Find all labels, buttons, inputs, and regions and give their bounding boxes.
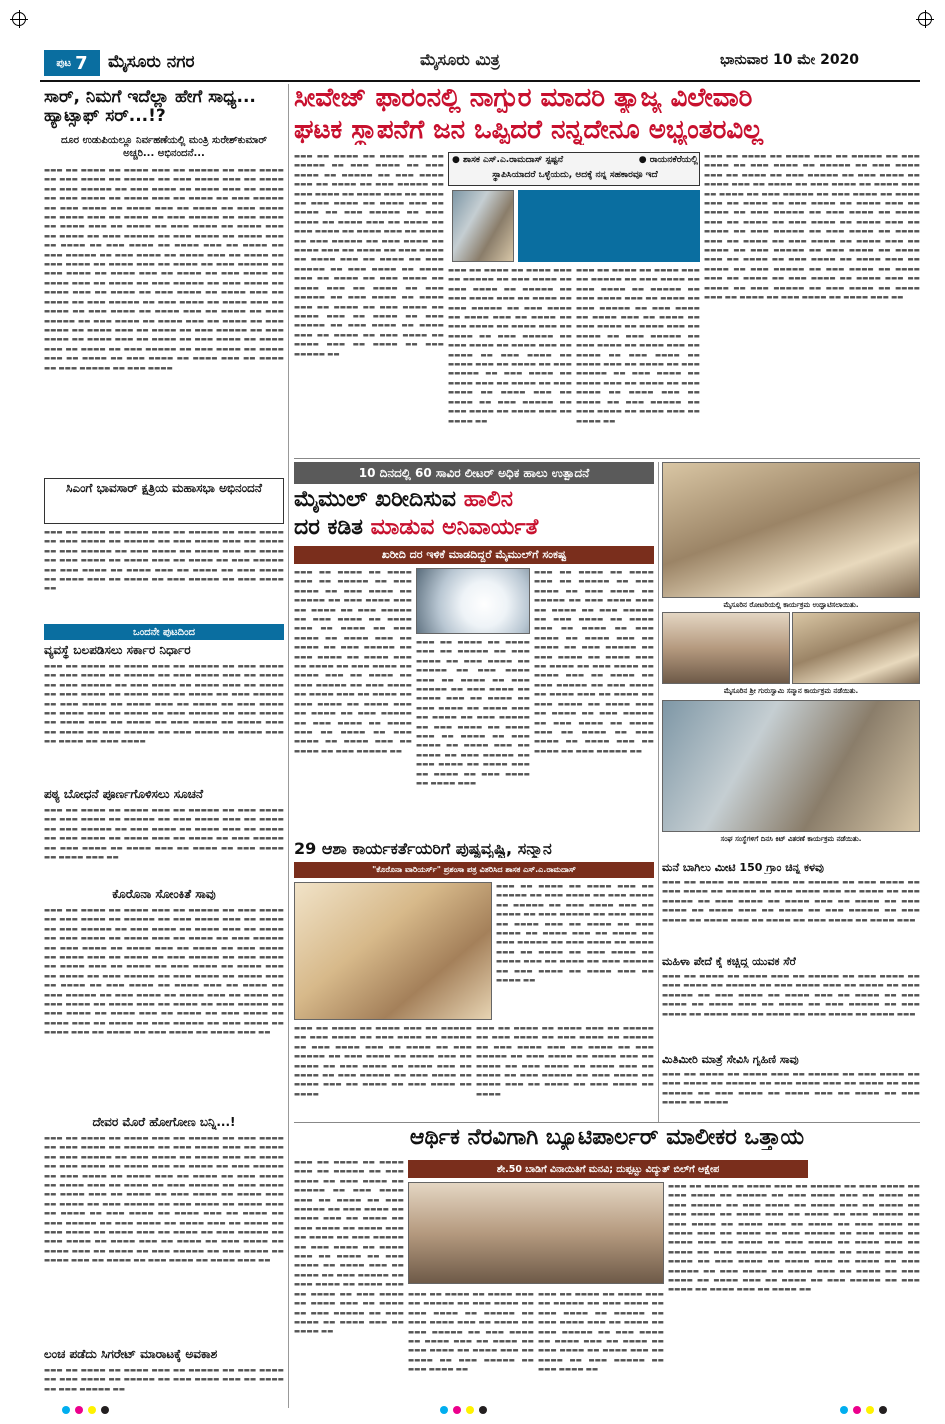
- left-lead-headline: ಸಾರ್, ನಿಮಗೆ ಇದೆಲ್ಲಾ ಹೇಗೆ ಸಾಧ್ಯ... ಹ್ಯಾಟ್ಸಾಫ್ ಸರ್...!?: [44, 87, 256, 126]
- sewage-story-body-col4: ▬▬▬ ▬▬ ▬▬▬▬ ▬▬ ▬▬▬▬ ▬▬▬ ▬▬ ▬▬▬▬▬ ▬▬ ▬▬▬ ▬▬▬▬ ▬▬ ▬▬▬ ▬▬▬▬ ▬▬ ▬▬▬▬▬ ▬▬ ▬▬▬ ▬▬▬▬ ▬▬▬ ▬▬ ▬▬▬▬ ▬▬ ▬▬▬ ▬▬▬▬▬ ▬▬ ▬▬▬ ▬▬▬▬ ▬▬ ▬▬▬▬ ▬▬▬ ▬▬ ▬▬▬▬ ▬▬ ▬▬▬ ▬▬▬▬ ▬▬ ▬▬▬▬ ▬▬▬ ▬▬ ▬▬▬▬ ▬▬ ▬▬▬ ▬▬▬▬▬ ▬▬ ▬▬▬ ▬▬▬▬ ▬▬ ▬▬▬▬ ▬▬▬ ▬▬ ▬▬▬▬ ▬▬ ▬▬▬ ▬▬▬▬ ▬▬ ▬▬▬▬ ▬▬▬ ▬▬ ▬▬▬▬ ▬▬ ▬▬▬ ▬▬▬▬▬ ▬▬ ▬▬▬ ▬▬▬▬ ▬▬ ▬▬▬▬ ▬▬▬ ▬▬ ▬▬▬▬ ▬▬ ▬▬▬ ▬▬▬▬ ▬▬ ▬▬▬▬ ▬▬▬ ▬▬ ▬▬▬▬ ▬▬ ▬▬▬ ▬▬▬▬▬ ▬▬ ▬▬▬ ▬▬▬▬ ▬▬ ▬▬▬▬ ▬▬▬ ▬▬ ▬▬▬▬ ▬▬ ▬▬▬ ▬▬▬▬ ▬▬ ▬▬▬▬ ▬▬▬ ▬▬ ▬▬▬▬ ▬▬ ▬▬▬ ▬▬▬▬▬ ▬▬ ▬▬▬ ▬▬▬▬ ▬▬ ▬▬▬▬ ▬▬▬ ▬▬ ▬▬▬▬ ▬▬ ▬▬▬ ▬▬▬▬ ▬▬ ▬▬▬▬ ▬▬▬ ▬▬ ▬▬▬▬ ▬▬ ▬▬▬ ▬▬▬▬▬ ▬▬ ▬▬▬ ▬▬▬▬ ▬▬ ▬▬▬▬ ▬▬▬ ▬▬ ▬▬▬▬ ▬▬ ▬▬▬ ▬▬▬▬ ▬▬ ▬▬▬▬ ▬▬▬ ▬▬ ▬▬▬▬ ▬▬ ▬▬▬ ▬▬▬▬▬ ▬▬ ▬▬▬ ▬▬▬▬ ▬▬ ▬▬▬▬ ▬▬▬ ▬▬ ▬▬▬▬ ▬▬ ▬▬▬ ▬▬▬▬ ▬▬ ▬▬▬▬ ▬▬▬ ▬▬: [704, 152, 920, 302]
- issue-date: ಭಾನುವಾರ 10 ಮೇ 2020: [720, 52, 860, 68]
- color-dots-right: [840, 1406, 887, 1414]
- asha-headline: 29 ಆಶಾ ಕಾರ್ಯಕರ್ತೆಯರಿಗೆ ಪುಷ್ಪವೃಷ್ಟಿ, ಸನ್ಮಾನ: [294, 840, 552, 858]
- registration-mark-icon: [12, 12, 26, 26]
- color-dots-center: [440, 1406, 487, 1414]
- bottom-body-col-right: ▬▬▬ ▬▬ ▬▬▬▬ ▬▬ ▬▬▬▬ ▬▬▬ ▬▬ ▬▬▬▬▬ ▬▬ ▬▬▬ ▬▬▬▬ ▬▬ ▬▬▬ ▬▬▬▬ ▬▬ ▬▬▬▬▬ ▬▬ ▬▬▬ ▬▬▬▬ ▬▬▬ ▬▬ ▬▬▬▬ ▬▬ ▬▬▬ ▬▬▬▬▬ ▬▬ ▬▬▬ ▬▬▬▬ ▬▬ ▬▬▬▬ ▬▬▬ ▬▬ ▬▬▬▬ ▬▬ ▬▬▬ ▬▬▬▬ ▬▬ ▬▬▬▬ ▬▬▬ ▬▬ ▬▬▬▬ ▬▬ ▬▬▬ ▬▬▬▬▬ ▬▬ ▬▬▬ ▬▬▬▬ ▬▬ ▬▬▬▬ ▬▬▬ ▬▬ ▬▬▬▬ ▬▬ ▬▬▬ ▬▬▬▬ ▬▬ ▬▬▬▬ ▬▬▬ ▬▬ ▬▬▬▬ ▬▬ ▬▬▬ ▬▬▬▬▬ ▬▬ ▬▬▬ ▬▬▬▬ ▬▬ ▬▬▬▬ ▬▬▬ ▬▬ ▬▬▬▬ ▬▬ ▬▬▬ ▬▬▬▬ ▬▬ ▬▬▬▬ ▬▬▬ ▬▬ ▬▬▬▬ ▬▬ ▬▬▬ ▬▬▬▬▬ ▬▬ ▬▬▬ ▬▬▬▬ ▬▬ ▬▬▬▬ ▬▬▬ ▬▬ ▬▬▬▬ ▬▬ ▬▬▬ ▬▬▬▬ ▬▬ ▬▬▬▬ ▬▬▬ ▬▬ ▬▬▬▬ ▬▬ ▬▬▬ ▬▬▬▬▬ ▬▬ ▬▬▬ ▬▬▬▬ ▬▬ ▬▬▬▬ ▬▬▬ ▬▬ ▬▬▬▬ ▬▬ ▬▬▬ ▬▬▬▬ ▬▬ ▬▬▬▬ ▬▬▬ ▬▬ ▬▬▬▬ ▬▬ ▬▬▬ ▬▬▬▬▬ ▬▬ ▬▬▬ ▬▬▬▬ ▬▬ ▬▬▬▬ ▬▬▬ ▬▬ ▬▬▬▬ ▬▬: [668, 1182, 920, 1294]
- right-story2-body: ▬▬▬ ▬▬ ▬▬▬▬ ▬▬ ▬▬▬▬ ▬▬▬ ▬▬ ▬▬▬▬▬ ▬▬ ▬▬▬ ▬▬▬▬ ▬▬ ▬▬▬ ▬▬▬▬ ▬▬ ▬▬▬▬▬ ▬▬ ▬▬▬ ▬▬▬▬ ▬▬▬ ▬▬ ▬▬▬▬ ▬▬ ▬▬▬ ▬▬▬▬▬ ▬▬ ▬▬▬ ▬▬▬▬ ▬▬ ▬▬▬▬ ▬▬▬ ▬▬ ▬▬▬▬ ▬▬ ▬▬▬ ▬▬▬▬ ▬▬ ▬▬▬▬ ▬▬▬ ▬▬ ▬▬▬▬ ▬▬ ▬▬▬ ▬▬▬▬▬ ▬▬ ▬▬▬ ▬▬▬▬ ▬▬ ▬▬▬▬ ▬▬▬ ▬▬ ▬▬▬▬ ▬▬ ▬▬▬ ▬▬▬▬ ▬▬ ▬▬▬▬ ▬▬▬: [662, 972, 920, 1018]
- sewage-story-body-col1: ▬▬▬ ▬▬ ▬▬▬▬ ▬▬ ▬▬▬▬ ▬▬▬ ▬▬ ▬▬▬▬▬ ▬▬ ▬▬▬ ▬▬▬▬ ▬▬ ▬▬▬ ▬▬▬▬ ▬▬ ▬▬▬▬▬ ▬▬ ▬▬▬ ▬▬▬▬ ▬▬▬ ▬▬ ▬▬▬▬ ▬▬ ▬▬▬ ▬▬▬▬▬ ▬▬ ▬▬▬ ▬▬▬▬ ▬▬ ▬▬▬▬ ▬▬▬ ▬▬ ▬▬▬▬ ▬▬ ▬▬▬ ▬▬▬▬ ▬▬ ▬▬▬▬ ▬▬▬ ▬▬ ▬▬▬▬ ▬▬ ▬▬▬ ▬▬▬▬▬ ▬▬ ▬▬▬ ▬▬▬▬ ▬▬ ▬▬▬▬ ▬▬▬ ▬▬ ▬▬▬▬ ▬▬ ▬▬▬ ▬▬▬▬ ▬▬ ▬▬▬▬ ▬▬▬ ▬▬ ▬▬▬▬ ▬▬ ▬▬▬ ▬▬▬▬▬ ▬▬ ▬▬▬ ▬▬▬▬ ▬▬ ▬▬▬▬ ▬▬▬ ▬▬ ▬▬▬▬ ▬▬ ▬▬▬ ▬▬▬▬ ▬▬ ▬▬▬▬ ▬▬▬ ▬▬ ▬▬▬▬ ▬▬ ▬▬▬ ▬▬▬▬▬ ▬▬ ▬▬▬ ▬▬▬▬ ▬▬ ▬▬▬▬ ▬▬▬ ▬▬ ▬▬▬▬ ▬▬ ▬▬▬ ▬▬▬▬ ▬▬ ▬▬▬▬ ▬▬▬ ▬▬ ▬▬▬▬ ▬▬ ▬▬▬ ▬▬▬▬▬ ▬▬ ▬▬▬ ▬▬▬▬ ▬▬ ▬▬▬▬ ▬▬▬ ▬▬ ▬▬▬▬ ▬▬ ▬▬▬ ▬▬▬▬ ▬▬ ▬▬▬▬ ▬▬▬ ▬▬ ▬▬▬▬ ▬▬ ▬▬▬ ▬▬▬▬▬ ▬▬ ▬▬▬ ▬▬▬▬ ▬▬ ▬▬▬▬ ▬▬▬ ▬▬ ▬▬▬▬ ▬▬ ▬▬▬ ▬▬▬▬ ▬▬ ▬▬▬▬ ▬▬▬ ▬▬ ▬▬▬▬ ▬▬ ▬▬▬ ▬▬▬▬▬ ▬▬: [294, 152, 444, 358]
- milk-headline-part2: ಹಾಲಿನ: [463, 487, 513, 512]
- page-number: 7: [75, 52, 88, 74]
- banner-divider: [294, 458, 920, 459]
- right-story3-body: ▬▬▬ ▬▬ ▬▬▬▬ ▬▬ ▬▬▬▬ ▬▬▬ ▬▬ ▬▬▬▬▬ ▬▬ ▬▬▬ ▬▬▬▬ ▬▬ ▬▬▬ ▬▬▬▬ ▬▬ ▬▬▬▬▬ ▬▬ ▬▬▬ ▬▬▬▬ ▬▬▬ ▬▬ ▬▬▬▬ ▬▬ ▬▬▬ ▬▬▬▬▬ ▬▬ ▬▬▬ ▬▬▬▬ ▬▬ ▬▬▬▬ ▬▬▬ ▬▬ ▬▬▬▬ ▬▬ ▬▬▬ ▬▬▬▬ ▬▬ ▬▬▬▬: [662, 1070, 920, 1107]
- color-dot-icon: [479, 1406, 487, 1414]
- column-divider: [288, 84, 289, 1408]
- milk-headline-line1: [294, 488, 654, 512]
- right-photo-3: [662, 700, 920, 832]
- left-story3-body: ▬▬▬ ▬▬ ▬▬▬▬ ▬▬ ▬▬▬▬ ▬▬▬ ▬▬ ▬▬▬▬▬ ▬▬ ▬▬▬ ▬▬▬▬ ▬▬ ▬▬▬ ▬▬▬▬ ▬▬ ▬▬▬▬▬ ▬▬ ▬▬▬ ▬▬▬▬ ▬▬▬ ▬▬ ▬▬▬▬ ▬▬ ▬▬▬ ▬▬▬▬▬ ▬▬ ▬▬▬ ▬▬▬▬ ▬▬ ▬▬▬▬ ▬▬▬ ▬▬ ▬▬▬▬ ▬▬ ▬▬▬ ▬▬▬▬ ▬▬ ▬▬▬▬ ▬▬▬ ▬▬ ▬▬▬▬ ▬▬ ▬▬▬ ▬▬▬▬▬ ▬▬ ▬▬▬ ▬▬▬▬ ▬▬ ▬▬▬▬ ▬▬▬ ▬▬ ▬▬▬▬ ▬▬ ▬▬▬ ▬▬▬▬ ▬▬ ▬▬▬▬ ▬▬▬ ▬▬: [44, 806, 284, 862]
- left-story3-headline: ಪಠ್ಯ ಬೋಧನೆ ಪೂರ್ಣಗೊಳಿಸಲು ಸೂಚನೆ: [44, 787, 204, 801]
- milk-pour-photo: [416, 568, 530, 634]
- sewage-story-body-col2: ▬▬▬ ▬▬ ▬▬▬▬ ▬▬ ▬▬▬▬ ▬▬▬ ▬▬ ▬▬▬▬▬ ▬▬ ▬▬▬ ▬▬▬▬ ▬▬ ▬▬▬ ▬▬▬▬ ▬▬ ▬▬▬▬▬ ▬▬ ▬▬▬ ▬▬▬▬ ▬▬▬ ▬▬ ▬▬▬▬ ▬▬ ▬▬▬ ▬▬▬▬▬ ▬▬ ▬▬▬ ▬▬▬▬ ▬▬ ▬▬▬▬ ▬▬▬ ▬▬ ▬▬▬▬ ▬▬ ▬▬▬ ▬▬▬▬ ▬▬ ▬▬▬▬ ▬▬▬ ▬▬ ▬▬▬▬ ▬▬ ▬▬▬ ▬▬▬▬▬ ▬▬ ▬▬▬ ▬▬▬▬ ▬▬ ▬▬▬▬ ▬▬▬ ▬▬ ▬▬▬▬ ▬▬ ▬▬▬ ▬▬▬▬ ▬▬ ▬▬▬▬ ▬▬▬ ▬▬ ▬▬▬▬ ▬▬ ▬▬▬ ▬▬▬▬▬ ▬▬ ▬▬▬ ▬▬▬▬ ▬▬ ▬▬▬▬ ▬▬▬ ▬▬ ▬▬▬▬ ▬▬ ▬▬▬ ▬▬▬▬ ▬▬ ▬▬▬▬ ▬▬▬ ▬▬ ▬▬▬▬ ▬▬ ▬▬▬ ▬▬▬▬▬ ▬▬ ▬▬▬ ▬▬▬▬ ▬▬ ▬▬▬▬ ▬▬▬ ▬▬ ▬▬▬▬ ▬▬: [448, 266, 572, 425]
- left-box-headline: ಸಿಎಂಗೆ ಭಾವಸಾರ್ ಕ್ಷತ್ರಿಯ ಮಹಾಸಭಾ ಅಭಿನಂದನೆ: [66, 481, 262, 495]
- bottom-body-col2: ▬▬▬ ▬▬ ▬▬▬▬ ▬▬ ▬▬▬▬ ▬▬▬ ▬▬ ▬▬▬▬▬ ▬▬ ▬▬▬ ▬▬▬▬ ▬▬ ▬▬▬ ▬▬▬▬ ▬▬ ▬▬▬▬▬ ▬▬ ▬▬▬ ▬▬▬▬ ▬▬▬ ▬▬ ▬▬▬▬ ▬▬ ▬▬▬ ▬▬▬▬▬ ▬▬ ▬▬▬ ▬▬▬▬ ▬▬ ▬▬▬▬ ▬▬▬ ▬▬ ▬▬▬▬ ▬▬ ▬▬▬ ▬▬▬▬ ▬▬ ▬▬▬▬ ▬▬▬ ▬▬ ▬▬▬▬ ▬▬ ▬▬▬ ▬▬▬▬▬ ▬▬ ▬▬▬ ▬▬▬▬ ▬▬: [408, 1290, 534, 1374]
- bottom-divider: [294, 1122, 920, 1123]
- sewage-quote-box: [518, 190, 700, 262]
- asha-subhead-bar: "ಕೊರೊನಾ ವಾರಿಯರ್ಸ್" ಪ್ರಶಂಸಾ ಪತ್ರ ವಿತರಿಸಿದ ಶಾಸಕ ಎಸ್.ಎ.ರಾಮದಾಸ್: [294, 862, 654, 878]
- bottom-subbar: ಶೇ.50 ಬಾಡಿಗೆ ವಿನಾಯಿತಿಗೆ ಮನವಿ; ದುಪ್ಪಟ್ಟು ವಿದ್ಯುತ್ ಬಿಲ್‌ಗೆ ಆಕ್ಷೇಪ: [408, 1160, 808, 1178]
- right-caption-2: ಮೈಸೂರಿನ ಶ್ರೀ ಗುರುಸ್ವಾಮಿ ಸನ್ಮಾನ ಕಾರ್ಯಕ್ರಮ ನಡೆಯಿತು.: [723, 687, 859, 695]
- milk-body-col1: ▬▬▬ ▬▬ ▬▬▬▬ ▬▬ ▬▬▬▬ ▬▬▬ ▬▬ ▬▬▬▬▬ ▬▬ ▬▬▬ ▬▬▬▬ ▬▬ ▬▬▬ ▬▬▬▬ ▬▬ ▬▬▬▬▬ ▬▬ ▬▬▬ ▬▬▬▬ ▬▬▬ ▬▬ ▬▬▬▬ ▬▬ ▬▬▬ ▬▬▬▬▬ ▬▬ ▬▬▬ ▬▬▬▬ ▬▬ ▬▬▬▬ ▬▬▬ ▬▬ ▬▬▬▬ ▬▬ ▬▬▬ ▬▬▬▬ ▬▬ ▬▬▬▬ ▬▬▬ ▬▬ ▬▬▬▬ ▬▬ ▬▬▬ ▬▬▬▬▬ ▬▬ ▬▬▬ ▬▬▬▬ ▬▬ ▬▬▬▬ ▬▬▬ ▬▬ ▬▬▬▬ ▬▬ ▬▬▬ ▬▬▬▬ ▬▬ ▬▬▬▬ ▬▬▬ ▬▬ ▬▬▬▬ ▬▬ ▬▬▬ ▬▬▬▬▬ ▬▬ ▬▬▬ ▬▬▬▬ ▬▬ ▬▬▬▬ ▬▬▬ ▬▬ ▬▬▬▬ ▬▬ ▬▬▬ ▬▬▬▬ ▬▬ ▬▬▬▬ ▬▬▬ ▬▬ ▬▬▬▬ ▬▬ ▬▬▬ ▬▬▬▬▬ ▬▬ ▬▬▬ ▬▬▬▬ ▬▬ ▬▬▬▬ ▬▬▬ ▬▬ ▬▬▬▬ ▬▬ ▬▬▬ ▬▬▬▬ ▬▬ ▬▬▬▬ ▬▬▬ ▬▬ ▬▬▬▬ ▬▬ ▬▬▬ ▬▬▬▬▬ ▬▬: [294, 568, 412, 755]
- sewage-kicker-left: ● ಶಾಸಕ ಎಸ್.ಎ.ರಾಮದಾಸ್ ಸ್ಪಷ್ಟನೆ: [452, 155, 564, 165]
- right-photo-2a: [662, 612, 790, 684]
- milk-headline-part4: ಮಾಡುವ ಅನಿವಾರ್ಯತೆ: [370, 515, 539, 540]
- milk-headline-part1: ಮೈಮುಲ್ ಖರೀದಿಸುವ: [294, 487, 464, 512]
- asha-body-col1: ▬▬▬ ▬▬ ▬▬▬▬ ▬▬ ▬▬▬▬ ▬▬▬ ▬▬ ▬▬▬▬▬ ▬▬ ▬▬▬ ▬▬▬▬ ▬▬ ▬▬▬ ▬▬▬▬ ▬▬ ▬▬▬▬▬ ▬▬ ▬▬▬ ▬▬▬▬ ▬▬▬ ▬▬ ▬▬▬▬ ▬▬ ▬▬▬ ▬▬▬▬▬ ▬▬ ▬▬▬ ▬▬▬▬ ▬▬ ▬▬▬▬ ▬▬▬ ▬▬ ▬▬▬▬ ▬▬ ▬▬▬ ▬▬▬▬ ▬▬ ▬▬▬▬ ▬▬▬ ▬▬ ▬▬▬▬ ▬▬ ▬▬▬ ▬▬▬▬▬ ▬▬ ▬▬▬ ▬▬▬▬ ▬▬ ▬▬▬▬ ▬▬▬ ▬▬ ▬▬▬▬ ▬▬ ▬▬▬ ▬▬▬▬ ▬▬ ▬▬▬▬: [294, 1024, 472, 1098]
- registration-mark-icon: [918, 12, 932, 26]
- left-story6-headline: ಲಂಚ ಪಡೆದು ಸಿಗರೇಟ್ ಮಾರಾಟಕ್ಕೆ ಅವಕಾಶ: [44, 1347, 218, 1361]
- section-bar-from-front-page: ಒಂದನೇ ಪುಟದಿಂದ: [44, 624, 284, 640]
- right-caption-1: ಮೈಸೂರಿನ ರೋಟರಿಯಲ್ಲಿ ಕಾರ್ಯಕ್ರಮ ಉದ್ಘಾಟಿಸಲಾಯಿತು.: [723, 601, 859, 609]
- page-number-badge: [44, 50, 100, 76]
- color-dot-icon: [75, 1406, 83, 1414]
- right-story3-headline: ಮಿತಿಮೀರಿ ಮಾತ್ರೆ ಸೇವಿಸಿ ಗೃಹಿಣಿ ಸಾವು: [662, 1054, 799, 1066]
- left-lead-body: ▬▬▬ ▬▬ ▬▬▬▬ ▬▬ ▬▬▬▬ ▬▬▬ ▬▬ ▬▬▬▬▬ ▬▬ ▬▬▬ ▬▬▬▬ ▬▬ ▬▬▬ ▬▬▬▬ ▬▬ ▬▬▬▬▬ ▬▬ ▬▬▬ ▬▬▬▬ ▬▬▬ ▬▬ ▬▬▬▬ ▬▬ ▬▬▬ ▬▬▬▬▬ ▬▬ ▬▬▬ ▬▬▬▬ ▬▬ ▬▬▬▬ ▬▬▬ ▬▬ ▬▬▬▬ ▬▬ ▬▬▬ ▬▬▬▬ ▬▬ ▬▬▬▬ ▬▬▬ ▬▬ ▬▬▬▬ ▬▬ ▬▬▬ ▬▬▬▬▬ ▬▬ ▬▬▬ ▬▬▬▬ ▬▬ ▬▬▬▬ ▬▬▬ ▬▬ ▬▬▬▬ ▬▬ ▬▬▬ ▬▬▬▬ ▬▬ ▬▬▬▬ ▬▬▬ ▬▬ ▬▬▬▬ ▬▬ ▬▬▬ ▬▬▬▬▬ ▬▬ ▬▬▬ ▬▬▬▬ ▬▬ ▬▬▬▬ ▬▬▬ ▬▬ ▬▬▬▬ ▬▬ ▬▬▬ ▬▬▬▬ ▬▬ ▬▬▬▬ ▬▬▬ ▬▬ ▬▬▬▬ ▬▬ ▬▬▬ ▬▬▬▬▬ ▬▬ ▬▬▬ ▬▬▬▬ ▬▬ ▬▬▬▬ ▬▬▬ ▬▬ ▬▬▬▬ ▬▬ ▬▬▬ ▬▬▬▬ ▬▬ ▬▬▬▬ ▬▬▬ ▬▬ ▬▬▬▬ ▬▬ ▬▬▬ ▬▬▬▬▬ ▬▬ ▬▬▬ ▬▬▬▬ ▬▬ ▬▬▬▬ ▬▬▬ ▬▬ ▬▬▬▬ ▬▬ ▬▬▬ ▬▬▬▬ ▬▬ ▬▬▬▬ ▬▬▬ ▬▬ ▬▬▬▬ ▬▬ ▬▬▬ ▬▬▬▬▬ ▬▬ ▬▬▬ ▬▬▬▬ ▬▬ ▬▬▬▬ ▬▬▬ ▬▬ ▬▬▬▬ ▬▬ ▬▬▬ ▬▬▬▬ ▬▬ ▬▬▬▬ ▬▬▬ ▬▬ ▬▬▬▬ ▬▬ ▬▬▬ ▬▬▬▬▬ ▬▬ ▬▬▬ ▬▬▬▬ ▬▬ ▬▬▬▬ ▬▬▬ ▬▬ ▬▬▬▬ ▬▬ ▬▬▬ ▬▬▬▬ ▬▬ ▬▬▬▬ ▬▬▬ ▬▬ ▬▬▬▬ ▬▬ ▬▬▬ ▬▬▬▬▬ ▬▬ ▬▬▬ ▬▬▬▬ ▬▬ ▬▬▬▬ ▬▬▬ ▬▬ ▬▬▬▬ ▬▬ ▬▬▬ ▬▬▬▬ ▬▬ ▬▬▬▬ ▬▬▬ ▬▬ ▬▬▬▬ ▬▬ ▬▬▬ ▬▬▬▬▬ ▬▬ ▬▬▬ ▬▬▬▬ ▬▬ ▬▬▬▬ ▬▬▬ ▬▬ ▬▬▬▬ ▬▬ ▬▬▬ ▬▬▬▬ ▬▬ ▬▬▬▬ ▬▬▬ ▬▬ ▬▬▬▬ ▬▬ ▬▬▬ ▬▬▬▬▬ ▬▬ ▬▬▬ ▬▬▬▬ ▬▬ ▬▬▬▬ ▬▬▬ ▬▬ ▬▬▬▬ ▬▬ ▬▬▬ ▬▬▬▬ ▬▬ ▬▬▬▬ ▬▬▬ ▬▬ ▬▬▬▬ ▬▬ ▬▬▬ ▬▬▬▬▬ ▬▬ ▬▬▬ ▬▬▬▬ ▬▬ ▬▬▬▬ ▬▬▬ ▬▬ ▬▬▬▬ ▬▬ ▬▬▬ ▬▬▬▬ ▬▬ ▬▬▬▬ ▬▬▬ ▬▬ ▬▬▬▬ ▬▬ ▬▬▬ ▬▬▬▬▬ ▬▬ ▬▬▬ ▬▬▬▬: [44, 166, 284, 372]
- beauty-parlour-owners-photo: [408, 1182, 664, 1284]
- left-story4-body: ▬▬▬ ▬▬ ▬▬▬▬ ▬▬ ▬▬▬▬ ▬▬▬ ▬▬ ▬▬▬▬▬ ▬▬ ▬▬▬ ▬▬▬▬ ▬▬ ▬▬▬ ▬▬▬▬ ▬▬ ▬▬▬▬▬ ▬▬ ▬▬▬ ▬▬▬▬ ▬▬▬ ▬▬ ▬▬▬▬ ▬▬ ▬▬▬ ▬▬▬▬▬ ▬▬ ▬▬▬ ▬▬▬▬ ▬▬ ▬▬▬▬ ▬▬▬ ▬▬ ▬▬▬▬ ▬▬ ▬▬▬ ▬▬▬▬ ▬▬ ▬▬▬▬ ▬▬▬ ▬▬ ▬▬▬▬ ▬▬ ▬▬▬ ▬▬▬▬▬ ▬▬ ▬▬▬ ▬▬▬▬ ▬▬ ▬▬▬▬ ▬▬▬ ▬▬ ▬▬▬▬ ▬▬ ▬▬▬ ▬▬▬▬ ▬▬ ▬▬▬▬ ▬▬▬ ▬▬ ▬▬▬▬ ▬▬ ▬▬▬ ▬▬▬▬▬ ▬▬ ▬▬▬ ▬▬▬▬ ▬▬ ▬▬▬▬ ▬▬▬ ▬▬ ▬▬▬▬ ▬▬ ▬▬▬ ▬▬▬▬ ▬▬ ▬▬▬▬ ▬▬▬ ▬▬ ▬▬▬▬ ▬▬ ▬▬▬ ▬▬▬▬▬ ▬▬ ▬▬▬ ▬▬▬▬ ▬▬ ▬▬▬▬ ▬▬▬ ▬▬ ▬▬▬▬ ▬▬ ▬▬▬ ▬▬▬▬ ▬▬ ▬▬▬▬ ▬▬▬ ▬▬ ▬▬▬▬ ▬▬ ▬▬▬ ▬▬▬▬▬ ▬▬ ▬▬▬ ▬▬▬▬ ▬▬ ▬▬▬▬ ▬▬▬ ▬▬ ▬▬▬▬ ▬▬ ▬▬▬ ▬▬▬▬ ▬▬ ▬▬▬▬ ▬▬▬ ▬▬ ▬▬▬▬ ▬▬ ▬▬▬ ▬▬▬▬▬ ▬▬ ▬▬▬ ▬▬▬▬ ▬▬ ▬▬▬▬ ▬▬▬ ▬▬ ▬▬▬▬ ▬▬ ▬▬▬ ▬▬▬▬ ▬▬ ▬▬▬▬ ▬▬▬ ▬▬ ▬▬▬▬ ▬▬ ▬▬▬ ▬▬▬▬▬ ▬▬ ▬▬▬ ▬▬▬▬ ▬▬ ▬▬▬▬ ▬▬▬ ▬▬ ▬▬▬▬ ▬▬ ▬▬▬ ▬▬▬▬ ▬▬ ▬▬▬▬ ▬▬▬ ▬▬: [44, 906, 284, 1037]
- bottom-body-col1: ▬▬▬ ▬▬ ▬▬▬▬ ▬▬ ▬▬▬▬ ▬▬▬ ▬▬ ▬▬▬▬▬ ▬▬ ▬▬▬ ▬▬▬▬ ▬▬ ▬▬▬ ▬▬▬▬ ▬▬ ▬▬▬▬▬ ▬▬ ▬▬▬ ▬▬▬▬ ▬▬▬ ▬▬ ▬▬▬▬ ▬▬ ▬▬▬ ▬▬▬▬▬ ▬▬ ▬▬▬ ▬▬▬▬ ▬▬ ▬▬▬▬ ▬▬▬ ▬▬ ▬▬▬▬ ▬▬ ▬▬▬ ▬▬▬▬ ▬▬ ▬▬▬▬ ▬▬▬ ▬▬ ▬▬▬▬ ▬▬ ▬▬▬ ▬▬▬▬▬ ▬▬ ▬▬▬ ▬▬▬▬ ▬▬ ▬▬▬▬ ▬▬▬ ▬▬ ▬▬▬▬ ▬▬ ▬▬▬ ▬▬▬▬ ▬▬ ▬▬▬▬ ▬▬▬ ▬▬ ▬▬▬▬ ▬▬ ▬▬▬ ▬▬▬▬▬ ▬▬ ▬▬▬ ▬▬▬▬ ▬▬ ▬▬▬▬ ▬▬▬ ▬▬ ▬▬▬▬ ▬▬ ▬▬▬ ▬▬▬▬ ▬▬ ▬▬▬▬ ▬▬▬ ▬▬ ▬▬▬▬ ▬▬ ▬▬▬ ▬▬▬▬▬ ▬▬ ▬▬▬ ▬▬▬▬ ▬▬ ▬▬▬▬ ▬▬▬ ▬▬ ▬▬▬▬ ▬▬: [294, 1158, 404, 1336]
- masthead: ಮೈಸೂರು ಮಿತ್ರ: [420, 50, 500, 69]
- mla-portrait-photo: [452, 190, 514, 262]
- page-label: ಪುಟ: [56, 57, 72, 69]
- color-dot-icon: [466, 1406, 474, 1414]
- color-dot-icon: [840, 1406, 848, 1414]
- milk-body-col2: ▬▬▬ ▬▬ ▬▬▬▬ ▬▬ ▬▬▬▬ ▬▬▬ ▬▬ ▬▬▬▬▬ ▬▬ ▬▬▬ ▬▬▬▬ ▬▬ ▬▬▬ ▬▬▬▬ ▬▬ ▬▬▬▬▬ ▬▬ ▬▬▬ ▬▬▬▬ ▬▬▬ ▬▬ ▬▬▬▬ ▬▬ ▬▬▬ ▬▬▬▬▬ ▬▬ ▬▬▬ ▬▬▬▬ ▬▬ ▬▬▬▬ ▬▬▬ ▬▬ ▬▬▬▬ ▬▬ ▬▬▬ ▬▬▬▬ ▬▬ ▬▬▬▬ ▬▬▬ ▬▬ ▬▬▬▬ ▬▬ ▬▬▬ ▬▬▬▬▬ ▬▬ ▬▬▬ ▬▬▬▬ ▬▬ ▬▬▬▬ ▬▬▬ ▬▬ ▬▬▬▬ ▬▬ ▬▬▬ ▬▬▬▬ ▬▬ ▬▬▬▬ ▬▬▬ ▬▬ ▬▬▬▬ ▬▬ ▬▬▬ ▬▬▬▬▬ ▬▬ ▬▬▬ ▬▬▬▬ ▬▬ ▬▬▬▬ ▬▬▬ ▬▬ ▬▬▬▬ ▬▬ ▬▬▬ ▬▬▬▬ ▬▬ ▬▬▬▬ ▬▬▬: [416, 638, 530, 788]
- sewage-kicker-line2: ಸ್ಥಾಪಿಸಿಯಾದರೆ ಒಳ್ಳೆಯದು, ಅದಕ್ಕೆ ನನ್ನ ಸಹಕಾರವೂ ಇದೆ: [492, 170, 658, 180]
- left-box-body: ▬▬▬ ▬▬ ▬▬▬▬ ▬▬ ▬▬▬▬ ▬▬▬ ▬▬ ▬▬▬▬▬ ▬▬ ▬▬▬ ▬▬▬▬ ▬▬ ▬▬▬ ▬▬▬▬ ▬▬ ▬▬▬▬▬ ▬▬ ▬▬▬ ▬▬▬▬ ▬▬▬ ▬▬ ▬▬▬▬ ▬▬ ▬▬▬ ▬▬▬▬▬ ▬▬ ▬▬▬ ▬▬▬▬ ▬▬ ▬▬▬▬ ▬▬▬ ▬▬ ▬▬▬▬ ▬▬ ▬▬▬ ▬▬▬▬ ▬▬ ▬▬▬▬ ▬▬▬ ▬▬ ▬▬▬▬ ▬▬ ▬▬▬ ▬▬▬▬▬ ▬▬ ▬▬▬ ▬▬▬▬ ▬▬ ▬▬▬▬ ▬▬▬ ▬▬ ▬▬▬▬ ▬▬ ▬▬▬ ▬▬▬▬ ▬▬ ▬▬▬▬ ▬▬▬ ▬▬ ▬▬▬▬ ▬▬ ▬▬▬ ▬▬▬▬▬ ▬▬ ▬▬▬ ▬▬▬▬ ▬▬: [44, 528, 284, 593]
- right-story1-body: ▬▬▬ ▬▬ ▬▬▬▬ ▬▬ ▬▬▬▬ ▬▬▬ ▬▬ ▬▬▬▬▬ ▬▬ ▬▬▬ ▬▬▬▬ ▬▬ ▬▬▬ ▬▬▬▬ ▬▬ ▬▬▬▬▬ ▬▬ ▬▬▬ ▬▬▬▬ ▬▬▬ ▬▬ ▬▬▬▬ ▬▬ ▬▬▬ ▬▬▬▬▬ ▬▬ ▬▬▬ ▬▬▬▬ ▬▬ ▬▬▬▬ ▬▬▬ ▬▬ ▬▬▬▬ ▬▬ ▬▬▬ ▬▬▬▬ ▬▬ ▬▬▬▬ ▬▬▬ ▬▬ ▬▬▬▬ ▬▬ ▬▬▬ ▬▬▬▬▬ ▬▬ ▬▬▬ ▬▬▬▬ ▬▬ ▬▬▬▬ ▬▬▬ ▬▬ ▬▬▬▬ ▬▬ ▬▬▬ ▬▬▬▬ ▬▬ ▬▬▬▬ ▬▬▬: [662, 878, 920, 924]
- milk-body-col3: ▬▬▬ ▬▬ ▬▬▬▬ ▬▬ ▬▬▬▬ ▬▬▬ ▬▬ ▬▬▬▬▬ ▬▬ ▬▬▬ ▬▬▬▬ ▬▬ ▬▬▬ ▬▬▬▬ ▬▬ ▬▬▬▬▬ ▬▬ ▬▬▬ ▬▬▬▬ ▬▬▬ ▬▬ ▬▬▬▬ ▬▬ ▬▬▬ ▬▬▬▬▬ ▬▬ ▬▬▬ ▬▬▬▬ ▬▬ ▬▬▬▬ ▬▬▬ ▬▬ ▬▬▬▬ ▬▬ ▬▬▬ ▬▬▬▬ ▬▬ ▬▬▬▬ ▬▬▬ ▬▬ ▬▬▬▬ ▬▬ ▬▬▬ ▬▬▬▬▬ ▬▬ ▬▬▬ ▬▬▬▬ ▬▬ ▬▬▬▬ ▬▬▬ ▬▬ ▬▬▬▬ ▬▬ ▬▬▬ ▬▬▬▬ ▬▬ ▬▬▬▬ ▬▬▬ ▬▬ ▬▬▬▬ ▬▬ ▬▬▬ ▬▬▬▬▬ ▬▬ ▬▬▬ ▬▬▬▬ ▬▬ ▬▬▬▬ ▬▬▬ ▬▬ ▬▬▬▬ ▬▬ ▬▬▬ ▬▬▬▬ ▬▬ ▬▬▬▬ ▬▬▬ ▬▬ ▬▬▬▬ ▬▬ ▬▬▬ ▬▬▬▬▬ ▬▬ ▬▬▬ ▬▬▬▬ ▬▬ ▬▬▬▬ ▬▬▬ ▬▬ ▬▬▬▬ ▬▬ ▬▬▬ ▬▬▬▬ ▬▬ ▬▬▬▬ ▬▬▬ ▬▬ ▬▬▬▬ ▬▬ ▬▬▬ ▬▬▬▬▬ ▬▬: [534, 568, 654, 755]
- header-rule: [40, 80, 920, 82]
- color-dot-icon: [62, 1406, 70, 1414]
- left-story2-headline: ವ್ಯವಸ್ಥೆ ಬಲಪಡಿಸಲು ಸರ್ಕಾರ ನಿರ್ಧಾರ: [44, 643, 191, 657]
- color-dot-icon: [879, 1406, 887, 1414]
- top-banner-line1: ಸೀವೇಜ್ ಫಾರಂನಲ್ಲಿ ನಾಗ್ಪುರ ಮಾದರಿ ತ್ಯಾಜ್ಯ ವಿಲೇವಾರಿ: [294, 84, 753, 113]
- left-story5-body: ▬▬▬ ▬▬ ▬▬▬▬ ▬▬ ▬▬▬▬ ▬▬▬ ▬▬ ▬▬▬▬▬ ▬▬ ▬▬▬ ▬▬▬▬ ▬▬ ▬▬▬ ▬▬▬▬ ▬▬ ▬▬▬▬▬ ▬▬ ▬▬▬ ▬▬▬▬ ▬▬▬ ▬▬ ▬▬▬▬ ▬▬ ▬▬▬ ▬▬▬▬▬ ▬▬ ▬▬▬ ▬▬▬▬ ▬▬ ▬▬▬▬ ▬▬▬ ▬▬ ▬▬▬▬ ▬▬ ▬▬▬ ▬▬▬▬ ▬▬ ▬▬▬▬ ▬▬▬ ▬▬ ▬▬▬▬ ▬▬ ▬▬▬ ▬▬▬▬▬ ▬▬ ▬▬▬ ▬▬▬▬ ▬▬ ▬▬▬▬ ▬▬▬ ▬▬ ▬▬▬▬ ▬▬ ▬▬▬ ▬▬▬▬ ▬▬ ▬▬▬▬ ▬▬▬ ▬▬ ▬▬▬▬ ▬▬ ▬▬▬ ▬▬▬▬▬ ▬▬ ▬▬▬ ▬▬▬▬ ▬▬ ▬▬▬▬ ▬▬▬ ▬▬ ▬▬▬▬ ▬▬ ▬▬▬ ▬▬▬▬ ▬▬ ▬▬▬▬ ▬▬▬ ▬▬ ▬▬▬▬ ▬▬ ▬▬▬ ▬▬▬▬▬ ▬▬ ▬▬▬ ▬▬▬▬ ▬▬ ▬▬▬▬ ▬▬▬ ▬▬ ▬▬▬▬ ▬▬ ▬▬▬ ▬▬▬▬ ▬▬ ▬▬▬▬ ▬▬▬ ▬▬ ▬▬▬▬ ▬▬ ▬▬▬ ▬▬▬▬▬ ▬▬ ▬▬▬ ▬▬▬▬ ▬▬ ▬▬▬▬ ▬▬▬ ▬▬ ▬▬▬▬ ▬▬ ▬▬▬ ▬▬▬▬ ▬▬ ▬▬▬▬ ▬▬▬ ▬▬ ▬▬▬▬ ▬▬ ▬▬▬ ▬▬▬▬▬ ▬▬ ▬▬▬ ▬▬▬▬ ▬▬ ▬▬▬▬ ▬▬▬ ▬▬ ▬▬▬▬ ▬▬ ▬▬▬ ▬▬▬▬ ▬▬ ▬▬▬▬ ▬▬▬ ▬▬ ▬▬▬▬ ▬▬ ▬▬▬ ▬▬▬▬▬ ▬▬ ▬▬▬ ▬▬▬▬ ▬▬ ▬▬▬▬ ▬▬▬ ▬▬ ▬▬▬▬ ▬▬ ▬▬▬ ▬▬▬▬ ▬▬ ▬▬▬▬ ▬▬▬ ▬▬: [44, 1134, 284, 1265]
- color-dot-icon: [440, 1406, 448, 1414]
- color-dot-icon: [101, 1406, 109, 1414]
- color-dot-icon: [88, 1406, 96, 1414]
- left-story6-body: ▬▬▬ ▬▬ ▬▬▬▬ ▬▬ ▬▬▬▬ ▬▬▬ ▬▬ ▬▬▬▬▬ ▬▬ ▬▬▬ ▬▬▬▬ ▬▬ ▬▬▬ ▬▬▬▬ ▬▬ ▬▬▬▬▬ ▬▬ ▬▬▬ ▬▬▬▬ ▬▬▬ ▬▬ ▬▬▬▬ ▬▬ ▬▬▬ ▬▬▬▬▬ ▬▬: [44, 1366, 284, 1393]
- right-caption-3: ಸಂಘ ಸಂಸ್ಥೆಗಳಿಗೆ ದಿನಸಿ ಕಿಟ್ ವಿತರಣೆ ಕಾರ್ಯಕ್ರಮ ನಡೆಯಿತು.: [720, 835, 862, 843]
- milk-headline-part3: ದರ ಕಡಿತ: [294, 515, 371, 540]
- left-story5-headline: ದೇವರ ಮೊರೆ ಹೋಗೋಣ ಬನ್ನಿ...!: [92, 1115, 236, 1129]
- right-story1-headline: ಮನೆ ಬಾಗಿಲು ಮೀಟಿ 150 ಗ್ರಾಂ ಚಿನ್ನ ಕಳವು: [662, 862, 824, 874]
- top-banner-line2: ಘಟಕ ಸ್ಥಾಪನೆಗೆ ಜನ ಒಪ್ಪಿದರೆ ನನ್ನದೇನೂ ಅಭ್ಯಂತರವಿಲ್ಲ: [294, 116, 764, 145]
- left-story4-headline: ಕೊರೊನಾ ಸೋಂಕಿತೆ ಸಾವು: [112, 887, 216, 901]
- right-photo-2b: [792, 612, 920, 684]
- asha-body-col-right: ▬▬▬ ▬▬ ▬▬▬▬ ▬▬ ▬▬▬▬ ▬▬▬ ▬▬ ▬▬▬▬▬ ▬▬ ▬▬▬ ▬▬▬▬ ▬▬ ▬▬▬ ▬▬▬▬ ▬▬ ▬▬▬▬▬ ▬▬ ▬▬▬ ▬▬▬▬ ▬▬▬ ▬▬ ▬▬▬▬ ▬▬ ▬▬▬ ▬▬▬▬▬ ▬▬ ▬▬▬ ▬▬▬▬ ▬▬ ▬▬▬▬ ▬▬▬ ▬▬ ▬▬▬▬ ▬▬ ▬▬▬ ▬▬▬▬ ▬▬ ▬▬▬▬ ▬▬▬ ▬▬ ▬▬▬▬ ▬▬ ▬▬▬ ▬▬▬▬▬ ▬▬ ▬▬▬ ▬▬▬▬ ▬▬ ▬▬▬▬ ▬▬▬ ▬▬ ▬▬▬▬ ▬▬ ▬▬▬ ▬▬▬▬ ▬▬ ▬▬▬▬ ▬▬▬ ▬▬ ▬▬▬▬ ▬▬ ▬▬▬ ▬▬▬▬▬ ▬▬ ▬▬▬ ▬▬▬▬ ▬▬ ▬▬▬▬ ▬▬▬ ▬▬ ▬▬▬▬ ▬▬: [496, 882, 654, 985]
- sewage-kicker-right: ● ರಾಯನಕೆರೆಯಲ್ಲಿ: [638, 155, 698, 165]
- right-story2-headline: ಮಹಿಳಾ ಪೇದೆ ಕೈ ಕಚ್ಚಿದ್ದ ಯುವಕ ಸೆರೆ: [662, 956, 796, 968]
- sewage-story-body-col3: ▬▬▬ ▬▬ ▬▬▬▬ ▬▬ ▬▬▬▬ ▬▬▬ ▬▬ ▬▬▬▬▬ ▬▬ ▬▬▬ ▬▬▬▬ ▬▬ ▬▬▬ ▬▬▬▬ ▬▬ ▬▬▬▬▬ ▬▬ ▬▬▬ ▬▬▬▬ ▬▬▬ ▬▬ ▬▬▬▬ ▬▬ ▬▬▬ ▬▬▬▬▬ ▬▬ ▬▬▬ ▬▬▬▬ ▬▬ ▬▬▬▬ ▬▬▬ ▬▬ ▬▬▬▬ ▬▬ ▬▬▬ ▬▬▬▬ ▬▬ ▬▬▬▬ ▬▬▬ ▬▬ ▬▬▬▬ ▬▬ ▬▬▬ ▬▬▬▬▬ ▬▬ ▬▬▬ ▬▬▬▬ ▬▬ ▬▬▬▬ ▬▬▬ ▬▬ ▬▬▬▬ ▬▬ ▬▬▬ ▬▬▬▬ ▬▬ ▬▬▬▬ ▬▬▬ ▬▬ ▬▬▬▬ ▬▬ ▬▬▬ ▬▬▬▬▬ ▬▬ ▬▬▬ ▬▬▬▬ ▬▬ ▬▬▬▬ ▬▬▬ ▬▬ ▬▬▬▬ ▬▬ ▬▬▬ ▬▬▬▬ ▬▬ ▬▬▬▬ ▬▬▬ ▬▬ ▬▬▬▬ ▬▬ ▬▬▬ ▬▬▬▬▬ ▬▬ ▬▬▬ ▬▬▬▬ ▬▬ ▬▬▬▬ ▬▬▬ ▬▬ ▬▬▬▬ ▬▬: [576, 266, 700, 425]
- color-dot-icon: [453, 1406, 461, 1414]
- milk-kicker-bar: 10 ದಿನದಲ್ಲಿ 60 ಸಾವಿರ ಲೀಟರ್ ಅಧಿಕ ಹಾಲು ಉತ್ಪಾದನೆ: [294, 462, 654, 484]
- section-name: ಮೈಸೂರು ನಗರ: [108, 52, 195, 72]
- right-photo-1: [662, 462, 920, 598]
- color-dot-icon: [866, 1406, 874, 1414]
- asha-body-col2: ▬▬▬ ▬▬ ▬▬▬▬ ▬▬ ▬▬▬▬ ▬▬▬ ▬▬ ▬▬▬▬▬ ▬▬ ▬▬▬ ▬▬▬▬ ▬▬ ▬▬▬ ▬▬▬▬ ▬▬ ▬▬▬▬▬ ▬▬ ▬▬▬ ▬▬▬▬ ▬▬▬ ▬▬ ▬▬▬▬ ▬▬ ▬▬▬ ▬▬▬▬▬ ▬▬ ▬▬▬ ▬▬▬▬ ▬▬ ▬▬▬▬ ▬▬▬ ▬▬ ▬▬▬▬ ▬▬ ▬▬▬ ▬▬▬▬ ▬▬ ▬▬▬▬ ▬▬▬ ▬▬ ▬▬▬▬ ▬▬ ▬▬▬ ▬▬▬▬▬ ▬▬ ▬▬▬ ▬▬▬▬ ▬▬ ▬▬▬▬ ▬▬▬ ▬▬ ▬▬▬▬ ▬▬ ▬▬▬ ▬▬▬▬ ▬▬ ▬▬▬▬: [476, 1024, 654, 1098]
- left-lead-subhead: ದೂರ ಉಡುಪಿಯಲ್ಲೂ ನಿರ್ವಹಣೆಯಲ್ಲಿ ಮಂತ್ರಿ ಸುರೇಶ್‌ಕುಮಾರ್ ಅಚ್ಚರಿ... ಅಭಿನಂದನೆ...: [60, 135, 268, 159]
- color-dot-icon: [853, 1406, 861, 1414]
- sewage-kicker-row: [452, 155, 698, 165]
- bottom-headline: ಆರ್ಥಿಕ ನೆರವಿಗಾಗಿ ಬ್ಯೂಟಿಪಾರ್ಲರ್ ಮಾಲೀಕರ ಒತ್ತಾಯ: [409, 1126, 805, 1150]
- milk-subbar: ಖರೀದಿ ದರ ಇಳಿಕೆ ಮಾಡದಿದ್ದರೆ ಮೈಮುಲ್‌ಗೆ ಸಂಕಷ್ಟ: [294, 546, 654, 564]
- milk-headline-line2: [294, 516, 654, 540]
- bottom-body-col3: ▬▬▬ ▬▬ ▬▬▬▬ ▬▬ ▬▬▬▬ ▬▬▬ ▬▬ ▬▬▬▬▬ ▬▬ ▬▬▬ ▬▬▬▬ ▬▬ ▬▬▬ ▬▬▬▬ ▬▬ ▬▬▬▬▬ ▬▬ ▬▬▬ ▬▬▬▬ ▬▬▬ ▬▬ ▬▬▬▬ ▬▬ ▬▬▬ ▬▬▬▬▬ ▬▬ ▬▬▬ ▬▬▬▬ ▬▬ ▬▬▬▬ ▬▬▬ ▬▬ ▬▬▬▬ ▬▬ ▬▬▬ ▬▬▬▬ ▬▬ ▬▬▬▬ ▬▬▬ ▬▬ ▬▬▬▬ ▬▬ ▬▬▬ ▬▬▬▬▬ ▬▬ ▬▬▬ ▬▬▬▬ ▬▬: [538, 1290, 664, 1374]
- column-divider-right: [658, 462, 659, 1122]
- left-story2-body: ▬▬▬ ▬▬ ▬▬▬▬ ▬▬ ▬▬▬▬ ▬▬▬ ▬▬ ▬▬▬▬▬ ▬▬ ▬▬▬ ▬▬▬▬ ▬▬ ▬▬▬ ▬▬▬▬ ▬▬ ▬▬▬▬▬ ▬▬ ▬▬▬ ▬▬▬▬ ▬▬▬ ▬▬ ▬▬▬▬ ▬▬ ▬▬▬ ▬▬▬▬▬ ▬▬ ▬▬▬ ▬▬▬▬ ▬▬ ▬▬▬▬ ▬▬▬ ▬▬ ▬▬▬▬ ▬▬ ▬▬▬ ▬▬▬▬ ▬▬ ▬▬▬▬ ▬▬▬ ▬▬ ▬▬▬▬ ▬▬ ▬▬▬ ▬▬▬▬▬ ▬▬ ▬▬▬ ▬▬▬▬ ▬▬ ▬▬▬▬ ▬▬▬ ▬▬ ▬▬▬▬ ▬▬ ▬▬▬ ▬▬▬▬ ▬▬ ▬▬▬▬ ▬▬▬ ▬▬ ▬▬▬▬ ▬▬ ▬▬▬ ▬▬▬▬▬ ▬▬ ▬▬▬ ▬▬▬▬ ▬▬ ▬▬▬▬ ▬▬▬ ▬▬ ▬▬▬▬ ▬▬ ▬▬▬ ▬▬▬▬ ▬▬ ▬▬▬▬ ▬▬▬ ▬▬ ▬▬▬▬ ▬▬ ▬▬▬ ▬▬▬▬▬ ▬▬ ▬▬▬ ▬▬▬▬ ▬▬ ▬▬▬▬ ▬▬▬ ▬▬ ▬▬▬▬ ▬▬ ▬▬▬ ▬▬▬▬: [44, 662, 284, 746]
- asha-felicitation-photo: [294, 882, 492, 1020]
- color-dots-left: [62, 1406, 109, 1414]
